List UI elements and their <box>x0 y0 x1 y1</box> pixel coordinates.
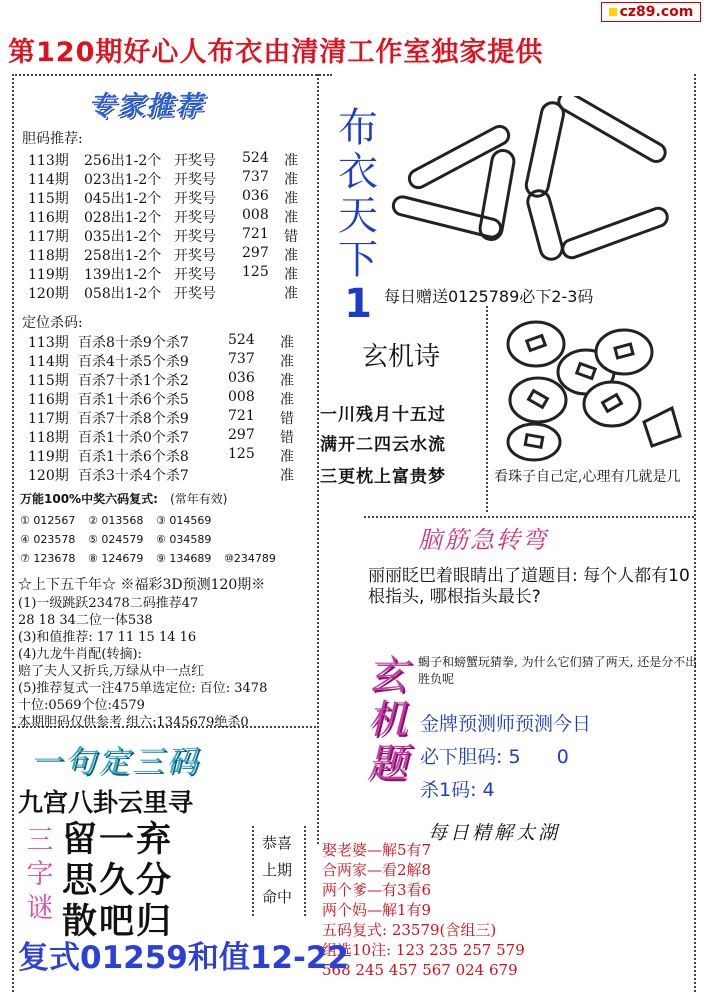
dan-result: 准 <box>284 172 298 188</box>
dan-period: 114期 <box>28 172 69 188</box>
dan-word: 开奖号 <box>174 267 216 283</box>
chain-sketch-icon <box>384 96 684 266</box>
fushi-text: 复式01259和值12-22 <box>18 940 349 976</box>
sanzi-mi-title <box>20 824 60 926</box>
kill-label: 定位杀码: <box>22 315 83 331</box>
dan-num: 524 <box>242 150 269 166</box>
kill-result: 准 <box>280 373 294 389</box>
kill-num: 297 <box>228 427 255 443</box>
jiugong-text: 九宫八卦云里寻 <box>18 788 194 817</box>
dan-pick: 258出1-2个 <box>84 248 162 264</box>
dan-pick: 058出1-2个 <box>84 286 162 302</box>
poem-line-1: 一川残月十五过 <box>320 405 446 425</box>
dan-result: 准 <box>284 153 298 169</box>
taihu-line: 568 245 457 567 024 679 <box>322 961 518 979</box>
dan-word: 开奖号 <box>174 153 216 169</box>
dan-word: 开奖号 <box>174 172 216 188</box>
expert-heading: 专家推荐 <box>88 91 204 122</box>
wanneng-item: ⑩234789 <box>224 552 276 565</box>
fc3d-heading: ☆上下五千年☆ ※福彩3D预测120期※ <box>18 577 266 593</box>
dan-result: 准 <box>284 267 298 283</box>
dan-num: 008 <box>242 207 269 223</box>
buyi-char: 衣 <box>338 149 378 195</box>
gold-kill-label: 杀1码: <box>420 779 477 801</box>
buyi-title <box>334 106 382 326</box>
xuanji-ti-text: 蝎子和螃蟹玩猜拳, 为什么它们猜了两天, 还是分不出胜负呢 <box>418 655 698 686</box>
poem-line-2: 满开二四云水流 <box>320 435 446 455</box>
dan-num: 297 <box>242 245 269 261</box>
taihu-line: 娶老婆—解5有7 <box>322 841 432 859</box>
taihu-line: 两个爹—有3看6 <box>322 881 432 899</box>
kill-num: 036 <box>228 370 255 386</box>
kill-result: 错 <box>280 411 294 427</box>
wanneng-item: ① 012567 <box>20 514 76 527</box>
dan-result: 准 <box>284 248 298 264</box>
dan-period: 120期 <box>28 286 69 302</box>
taihu-line: 五码复式: 23579(含组三) <box>322 921 497 939</box>
gold-dan-values: 5 0 <box>508 746 569 768</box>
dan-pick: 256出1-2个 <box>84 153 162 169</box>
kill-period: 119期 <box>28 449 69 465</box>
kill-result: 准 <box>280 392 294 408</box>
wanneng-item: ③ 014569 <box>156 514 212 527</box>
fc3d-line: 十位:0569个位:4579 <box>18 698 145 713</box>
congrats-line: 上期 <box>262 861 293 879</box>
fc3d-line: (5)推荐复式一注475单选定位: 百位: 3478 <box>18 681 268 696</box>
dan-pick: 035出1-2个 <box>84 229 162 245</box>
right-border <box>694 74 696 992</box>
dan-period: 117期 <box>28 229 69 245</box>
site-url: cz89.com <box>619 4 694 20</box>
buyi-char: 下 <box>338 237 378 283</box>
xuanji-ti-char: 题 <box>367 741 407 787</box>
kill-period: 115期 <box>28 373 69 389</box>
kill-pick: 百杀1十杀6个杀5 <box>78 392 189 408</box>
buyi-char: 布 <box>338 105 378 151</box>
dan-result: 准 <box>284 191 298 207</box>
kill-period: 118期 <box>28 430 69 446</box>
dan-pick: 045出1-2个 <box>84 191 162 207</box>
kill-num: 737 <box>228 351 255 367</box>
buyi-char: 天 <box>338 193 378 239</box>
congrats-line: 命中 <box>262 888 293 906</box>
top-border <box>12 74 332 76</box>
fc3d-line: (3)和值推荐: 17 11 15 14 16 <box>18 630 197 645</box>
wanneng-item: ⑧ 124679 <box>88 552 144 565</box>
fc3d-line: (1)一级跳跃23478二码推荐47 <box>18 596 199 611</box>
kill-result: 准 <box>280 335 294 351</box>
dan-pick: 028出1-2个 <box>84 210 162 226</box>
riddle-word-line: 思久分 <box>62 861 174 901</box>
dan-result: 错 <box>284 229 298 245</box>
kill-pick: 百杀1十杀0个杀7 <box>78 430 189 446</box>
dan-period: 115期 <box>28 191 69 207</box>
sanzi-char: 字 <box>26 859 54 890</box>
kill-pick: 百杀3十杀4个杀7 <box>78 468 189 484</box>
dan-word: 开奖号 <box>174 248 216 264</box>
wanneng-item: ⑤ 024579 <box>88 533 144 546</box>
wanneng-item: ⑨ 134689 <box>156 552 212 565</box>
dan-num: 036 <box>242 188 269 204</box>
dan-word: 开奖号 <box>174 229 216 245</box>
dan-num: 721 <box>242 226 269 242</box>
daily-giveaway: 每日赠送0125789必下2-3码 <box>384 287 594 306</box>
wanneng-item: ② 013568 <box>88 514 144 527</box>
wanneng-item: ④ 023578 <box>20 533 76 546</box>
fc3d-line: (4)九龙牛肖配(转摘): <box>18 647 142 662</box>
gold-line1: 金牌预测师预测今日 <box>420 713 592 735</box>
wanneng-item: ⑦ 123678 <box>20 552 76 565</box>
brain-teaser-heading: 脑筋急转弯 <box>418 526 548 554</box>
kill-period: 117期 <box>28 411 69 427</box>
dan-label: 胆码推荐: <box>22 131 83 147</box>
page-title: 第120期好心人布衣由清清工作室独家提供 <box>8 37 544 68</box>
buyi-number: 1 <box>344 281 372 327</box>
kill-num: 721 <box>228 408 255 424</box>
site-square-icon <box>609 8 617 16</box>
kill-period: 113期 <box>28 335 69 351</box>
left-border <box>12 74 14 992</box>
site-badge[interactable] <box>601 2 701 22</box>
taihu-line: 两个妈—解1有9 <box>322 901 432 919</box>
congrats-divider-left <box>252 826 254 916</box>
dan-period: 118期 <box>28 248 69 264</box>
kill-pick: 百杀4十杀5个杀9 <box>78 354 189 370</box>
xuanji-ti-char: 机 <box>367 697 407 743</box>
wanneng-item: ⑥ 034589 <box>156 533 212 546</box>
wanneng-note: (常年有效) <box>170 492 228 506</box>
kill-result: 准 <box>280 354 294 370</box>
sanzi-char: 谜 <box>26 893 54 924</box>
wanneng-heading-text: 万能100%中奖六码复式: <box>20 492 158 506</box>
xuanji-ti-char: 玄 <box>367 653 407 699</box>
gold-prediction <box>420 708 591 807</box>
pearl-divider <box>486 306 488 512</box>
gold-kill-value: 4 <box>482 779 495 801</box>
poem-line-3: 三更枕上富贵梦 <box>320 467 446 487</box>
fc3d-line: 28 18 34二位一体538 <box>18 613 153 628</box>
kill-period: 114期 <box>28 354 69 370</box>
daily-taihu-heading: 每日精解太湖 <box>428 822 561 844</box>
dan-num: 737 <box>242 169 269 185</box>
dan-num: 125 <box>242 264 269 280</box>
kill-result: 准 <box>280 449 294 465</box>
column-divider <box>317 74 319 844</box>
riddle-word-line: 散吧归 <box>62 902 174 942</box>
kill-period: 116期 <box>28 392 69 408</box>
yiju-heading: 一句定三码 <box>30 744 200 780</box>
taihu-line: 组选10注: 123 235 257 579 <box>322 941 525 959</box>
coins-icon <box>494 312 694 462</box>
dan-word: 开奖号 <box>174 286 216 302</box>
taihu-list <box>322 840 525 980</box>
kill-pick: 百杀8十杀9个杀7 <box>78 335 189 351</box>
kill-num: 524 <box>228 332 255 348</box>
riddle-words <box>62 820 173 943</box>
sanzi-char: 三 <box>26 825 54 856</box>
kill-result: 准 <box>280 468 294 484</box>
riddle-word-line: 留一弃 <box>62 820 174 860</box>
dan-result: 准 <box>284 210 298 226</box>
kill-period: 120期 <box>28 468 69 484</box>
dan-word: 开奖号 <box>174 210 216 226</box>
riddle-divider <box>364 516 694 518</box>
gold-dan-label: 必下胆码: <box>420 746 503 768</box>
fc3d-line: 赔了夫人又折兵,万绿从中一点红 <box>18 664 205 679</box>
congrats-text <box>262 830 292 911</box>
wanneng-heading <box>20 490 227 507</box>
dan-result: 准 <box>284 286 298 302</box>
gold-kill-row <box>420 774 591 807</box>
kill-pick: 百杀7十杀1个杀2 <box>78 373 189 389</box>
dan-pick: 023出1-2个 <box>84 172 162 188</box>
dan-pick: 139出1-2个 <box>84 267 162 283</box>
dan-period: 119期 <box>28 267 69 283</box>
gold-dan-row <box>420 741 591 774</box>
xuanji-ti-title <box>364 654 410 786</box>
congrats-line: 恭喜 <box>262 834 293 852</box>
dan-period: 116期 <box>28 210 69 226</box>
dan-period: 113期 <box>28 153 69 169</box>
kill-pick: 百杀7十杀8个杀9 <box>78 411 189 427</box>
kill-pick: 百杀1十杀6个杀8 <box>78 449 189 465</box>
taihu-line: 合两家—看2解8 <box>322 861 432 879</box>
kill-num: 008 <box>228 389 255 405</box>
xuanji-poem-title: 玄机诗 <box>362 342 441 372</box>
brain-teaser-text: 丽丽眨巴着眼睛出了道题目: 每个人都有10根指头, 哪根指头最长? <box>368 566 690 607</box>
kill-num: 125 <box>228 446 255 462</box>
fc3d-line: 本期胆码仅供参考 组六:1345679绝杀0 <box>18 715 249 730</box>
pearl-text: 看珠子自己定,心理有几就是几 <box>494 469 681 485</box>
kill-result: 错 <box>280 430 294 446</box>
congrats-divider-right <box>304 826 306 916</box>
dan-word: 开奖号 <box>174 191 216 207</box>
